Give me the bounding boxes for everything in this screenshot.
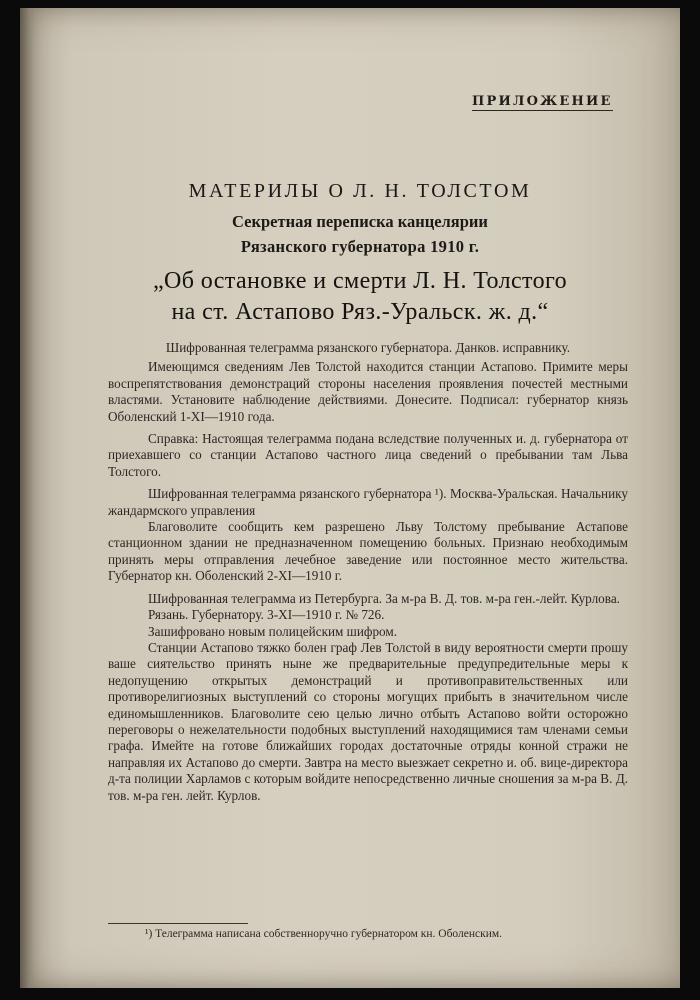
document-title-line1: „Об остановке и смерти Л. Н. Толстого: [152, 268, 568, 294]
footnote-divider: [108, 923, 248, 924]
paragraph-telegram-text-2: Благоволите сообщить кем разрешено Льву Толстому пребывание Астапове станционном здании не предназначенном помещению больных. Признаю необходимым принять меры отправления лечебное заведение или постоянное место жительства. Губернатор кн. Оболенский 2-XI—1910 г.: [108, 519, 628, 584]
paragraph-telegram-text-1: Имеющимся сведениям Лев Толстой находится станции Астапово. Примите меры воспрепятствования демонстраций стороны населения проявления почестей местными властями. Установите наблюдение действиями. Донесите. Подписал: губернатор князь Оболенский 1-XI—1910 года.: [108, 359, 628, 424]
paragraph-telegram-header-3: Шифрованная телеграмма из Петербурга. За м-ра В. Д. тов. м-ра ген.-лейт. Курлова.: [148, 590, 620, 606]
paragraph-telegram-header-1: Шифрованная телеграмма рязанского губернатора. Данков. исправнику.: [165, 340, 571, 355]
footnote: ¹) Телеграмма написана собственноручно губернатором кн. Оболенским.: [145, 928, 503, 940]
paragraph-reference-note: Справка: Настоящая телеграмма подана вследствие полученных и. д. губернатора от приехавшего со станции Астапово частного лица сведений о пребывании там Льва Толстого.: [108, 431, 628, 479]
paragraph-telegram-text-3: Станции Астапово тяжко болен граф Лев Толстой в виду вероятности смерти прошу ваше сиятельство принять ныне же предварительные предупредительные меры к недопущению открытых демонстраций и противоправительственных или противорелигиозных выступлений со стороны могущих прибыть в значительном числе единомышленников. Благоволите сею целью лично отбыть Астапово войти осторожно переговоры о нежелательности подобных выступлений находящимися там членами семьи графа. Имейте на готове ближайших городах достаточные отряды конной стражи не направляя их Астапово до смерти. Завтра на место выезжает секретно и. об. вице-директора д-та полиции Харламов с которым войдите непосредственно личные сношения за м-ра В. Д. тов. м-ра ген. лейт. Курлов.: [108, 639, 628, 803]
paragraph-address-line: Рязань. Губернатору. 3-XI—1910 г. № 726.: [148, 607, 385, 623]
paragraph-cipher-note: Зашифровано новым полицейским шифром.: [148, 623, 398, 639]
main-heading: МАТЕРИЛЫ О Л. Н. ТОЛСТОМ: [188, 180, 532, 202]
subheading-line1: Секретная переписка канцелярии: [232, 212, 488, 231]
page-spine-shadow: [20, 8, 34, 988]
paragraph-telegram-header-2: Шифрованная телеграмма рязанского губернатора ¹). Москва-Уральская. Начальнику жандармского управления: [108, 486, 628, 518]
book-page: [20, 8, 680, 988]
document-body: [108, 340, 628, 810]
section-title: ПРИЛОЖЕНИЕ: [472, 94, 613, 109]
subheading-line2: Рязанского губернатора 1910 г.: [240, 237, 480, 256]
document-title-line2: на ст. Астапово Ряз.-Уральск. ж. д.“: [171, 299, 549, 325]
